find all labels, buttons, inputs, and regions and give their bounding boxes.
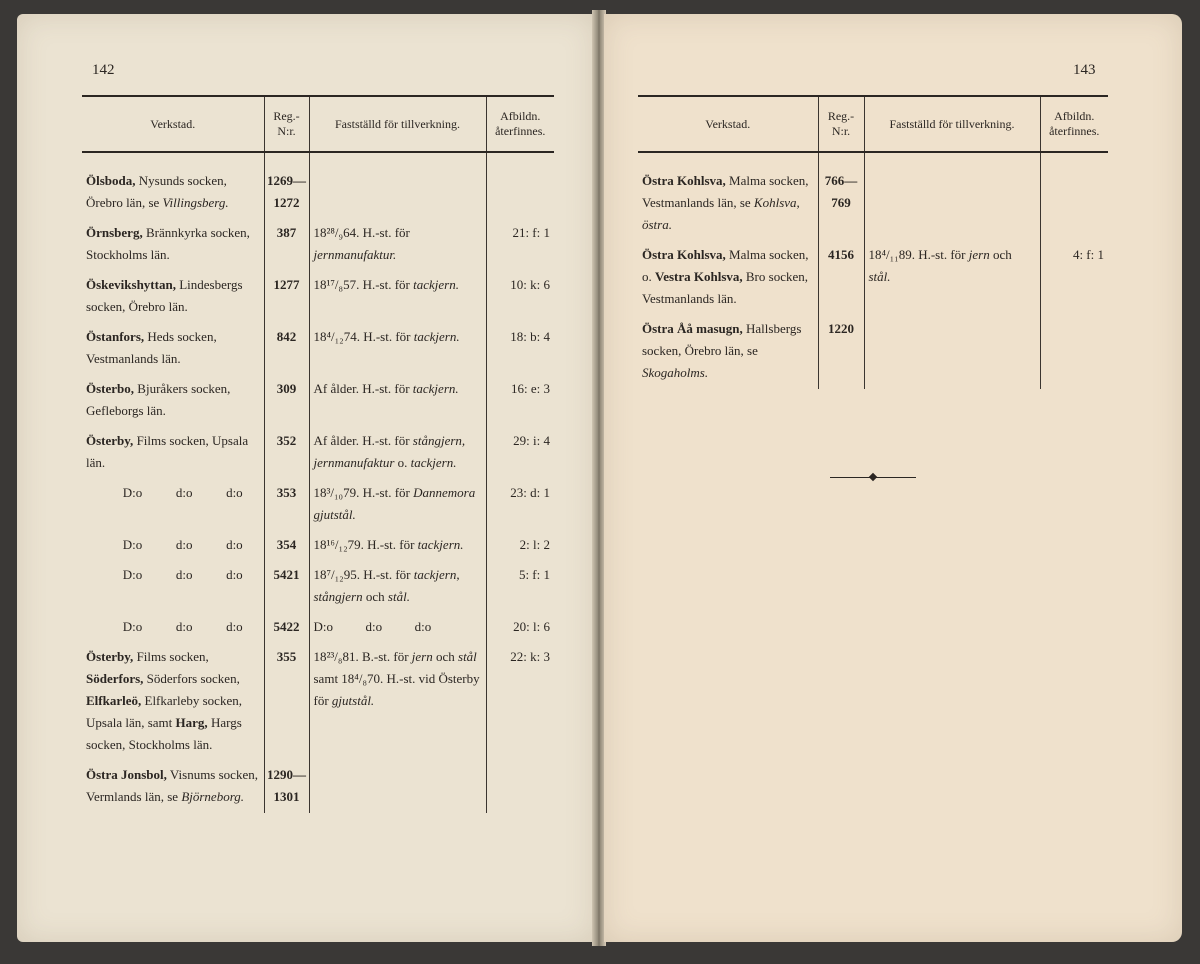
afbildn-ref: 29: i: 4 — [486, 427, 554, 479]
table-row — [82, 427, 554, 479]
register-table-left — [82, 95, 554, 813]
faststald-product: tackjern. — [417, 537, 464, 552]
page-number-left: 142 — [92, 62, 115, 78]
section-end-ornament — [830, 474, 916, 482]
works-name: Österbo, — [86, 381, 135, 396]
table-row — [82, 219, 554, 271]
reg-number: 1277 — [264, 271, 309, 323]
works-name: Östanfors, — [86, 329, 145, 344]
works-location: Bjuråkers socken, Gefleborgs län. — [86, 381, 231, 418]
works-location: Elfkarleby socken, Upsala län, samt — [86, 693, 242, 730]
header-faststald: Fastställd för tillverkning. — [309, 96, 486, 152]
reg-number: 1269— 1272 — [264, 167, 309, 219]
faststald-text: 18¹⁶/₁₂79. H.-st. för — [313, 537, 418, 552]
faststald-text: Af ålder. H.-st. för — [313, 433, 413, 448]
afbildn-ref: 21: f: 1 — [486, 219, 554, 271]
faststald-text: D:o d:o d:o — [313, 619, 432, 634]
table-row — [82, 167, 554, 219]
afbildn-ref: 22: k: 3 — [486, 643, 554, 761]
faststald-text: 18³/₁₀79. H.-st. för — [313, 485, 414, 500]
works-location: Visnums socken, Vermlands län, se — [86, 767, 258, 804]
works-name: Östra Åå masugn, — [642, 321, 743, 336]
table-header — [638, 96, 1108, 152]
reg-number: 4156 — [818, 241, 864, 315]
ditto-mark: D:o — [122, 567, 143, 582]
faststald-text: samt 18⁴/₈70. H.-st. vid Österby för — [313, 671, 480, 708]
afbildn-ref: 4: f: 1 — [1040, 241, 1108, 315]
works-name: Harg, — [175, 715, 208, 730]
reg-number: 5422 — [264, 613, 309, 643]
faststald-text: 18²⁸/₉64. H.-st. för — [313, 225, 410, 240]
table-row — [638, 167, 1108, 241]
works-name: Österby, — [86, 433, 134, 448]
reg-number: 1290— 1301 — [264, 761, 309, 813]
works-location: Bro socken, Vestmanlands län. — [642, 269, 808, 306]
faststald-product: stångjern, jernmanufaktur — [313, 433, 466, 470]
ornament-diamond — [869, 473, 877, 481]
table-row — [82, 271, 554, 323]
works-name: Söderfors, — [86, 671, 144, 686]
table-row — [638, 315, 1108, 389]
afbildn-ref: 2: l: 2 — [486, 531, 554, 561]
works-location: Films socken, Upsala län. — [86, 433, 249, 470]
afbildn-ref: 20: l: 6 — [486, 613, 554, 643]
ditto-mark: D:o — [122, 537, 143, 552]
afbildn-ref: 18: b: 4 — [486, 323, 554, 375]
ditto-mark: d:o — [226, 619, 243, 634]
table-row — [82, 531, 554, 561]
faststald-product: tackjern, stångjern — [313, 567, 460, 604]
header-faststald: Fastställd för tillverkning. — [864, 96, 1040, 152]
works-location: Malma socken, o. — [642, 247, 809, 284]
table-row — [82, 323, 554, 375]
table-row — [82, 375, 554, 427]
ditto-mark: d:o — [175, 537, 193, 552]
reg-number: 309 — [264, 375, 309, 427]
works-location: Malma socken, Vestmanlands län, se — [642, 173, 809, 210]
ditto-mark: d:o — [175, 567, 193, 582]
ditto-mark: d:o — [226, 485, 243, 500]
faststald-product: Dannemora gjutstål. — [313, 485, 476, 522]
faststald-text: 18⁴/₁₁89. H.-st. för — [868, 247, 969, 262]
faststald-product: tackjern. — [413, 329, 460, 344]
afbildn-ref — [486, 167, 554, 219]
works-location: Hallsbergs socken, Örebro län, se — [642, 321, 802, 358]
works-reference: Kohlsva, östra. — [642, 195, 800, 232]
works-name: Örnsberg, — [86, 225, 143, 240]
ditto-mark: D:o — [122, 619, 143, 634]
header-reg: Reg.- N:r. — [264, 96, 309, 152]
works-name: Vestra Kohlsva, — [655, 269, 743, 284]
works-reference: Björneborg. — [181, 789, 245, 804]
faststald-text: 18¹⁷/₈57. H.-st. för — [313, 277, 414, 292]
header-reg: Reg.- N:r. — [818, 96, 864, 152]
table-row — [82, 561, 554, 613]
table-row — [638, 241, 1108, 315]
faststald-text: och — [362, 589, 388, 604]
reg-number: 352 — [264, 427, 309, 479]
faststald-product: jernmanufaktur. — [313, 247, 397, 262]
table-row — [82, 613, 554, 643]
faststald-text: och — [432, 649, 459, 664]
faststald-product: jern — [411, 649, 433, 664]
ditto-mark: d:o — [226, 567, 243, 582]
faststald-text: 18⁷/₁₂95. H.-st. för — [313, 567, 414, 582]
faststald-product: jern — [968, 247, 990, 262]
reg-number: 5421 — [264, 561, 309, 613]
works-location: Nysunds socken, Örebro län, se — [86, 173, 227, 210]
faststald-product: stål — [458, 649, 477, 664]
faststald-text: Af ålder. H.-st. för — [313, 381, 413, 396]
faststald-product: tackjern. — [413, 277, 459, 292]
faststald-text: o. — [394, 455, 411, 470]
register-table-right — [638, 95, 1108, 389]
faststald-product: tackjern. — [412, 381, 459, 396]
faststald-text: 18²³/₈81. B.-st. för — [313, 649, 412, 664]
faststald-product: gjutstål. — [331, 693, 375, 708]
header-verkstad: Verkstad. — [150, 116, 196, 131]
faststald-product: stål. — [868, 269, 891, 284]
faststald-product: tackjern. — [410, 455, 457, 470]
header-afbildn: Afbildn. återfinnes. — [1040, 96, 1108, 152]
table-row — [82, 761, 554, 813]
works-name: Elfkarleö, — [86, 693, 142, 708]
works-location: Lindesbergs socken, Örebro län. — [86, 277, 243, 314]
reg-number: 354 — [264, 531, 309, 561]
reg-number: 355 — [264, 643, 309, 761]
table-row — [82, 643, 554, 761]
reg-number: 766— 769 — [818, 167, 864, 241]
works-location: Films socken, — [133, 649, 209, 664]
afbildn-ref: 10: k: 6 — [486, 271, 554, 323]
header-verkstad: Verkstad. — [705, 116, 751, 131]
works-location: Heds socken, Vestmanlands län. — [86, 329, 217, 366]
ditto-mark: d:o — [226, 537, 243, 552]
header-afbildn: Afbildn. återfinnes. — [486, 96, 554, 152]
works-name: Ölsboda, — [86, 173, 136, 188]
faststald-text: 18⁴/₁₂74. H.-st. för — [313, 329, 414, 344]
works-name: Östra Kohlsva, — [642, 247, 726, 262]
works-location: Söderfors socken, — [143, 671, 240, 686]
reg-number: 387 — [264, 219, 309, 271]
works-reference: Villingsberg. — [162, 195, 229, 210]
reg-number: 842 — [264, 323, 309, 375]
reg-number: 353 — [264, 479, 309, 531]
afbildn-ref: 23: d: 1 — [486, 479, 554, 531]
faststald-text: och — [989, 247, 1012, 262]
page-number-right: 143 — [1073, 62, 1096, 78]
works-name: Östra Kohlsva, — [642, 173, 726, 188]
ditto-mark: D:o — [122, 485, 143, 500]
works-name: Österby, — [86, 649, 134, 664]
works-location: Hargs socken, Stockholms län. — [86, 715, 242, 752]
afbildn-ref: 5: f: 1 — [486, 561, 554, 613]
works-name: Öskevikshyttan, — [86, 277, 176, 292]
table-row — [82, 479, 554, 531]
works-name: Östra Jonsbol, — [86, 767, 167, 782]
table-header — [82, 96, 554, 152]
ditto-mark: d:o — [175, 619, 193, 634]
works-reference: Skogaholms. — [642, 365, 709, 380]
faststald-product: stål. — [387, 589, 410, 604]
reg-number: 1220 — [818, 315, 864, 389]
works-location: Brännkyrka socken, Stockholms län. — [86, 225, 250, 262]
ditto-mark: d:o — [175, 485, 193, 500]
afbildn-ref: 16: e: 3 — [486, 375, 554, 427]
